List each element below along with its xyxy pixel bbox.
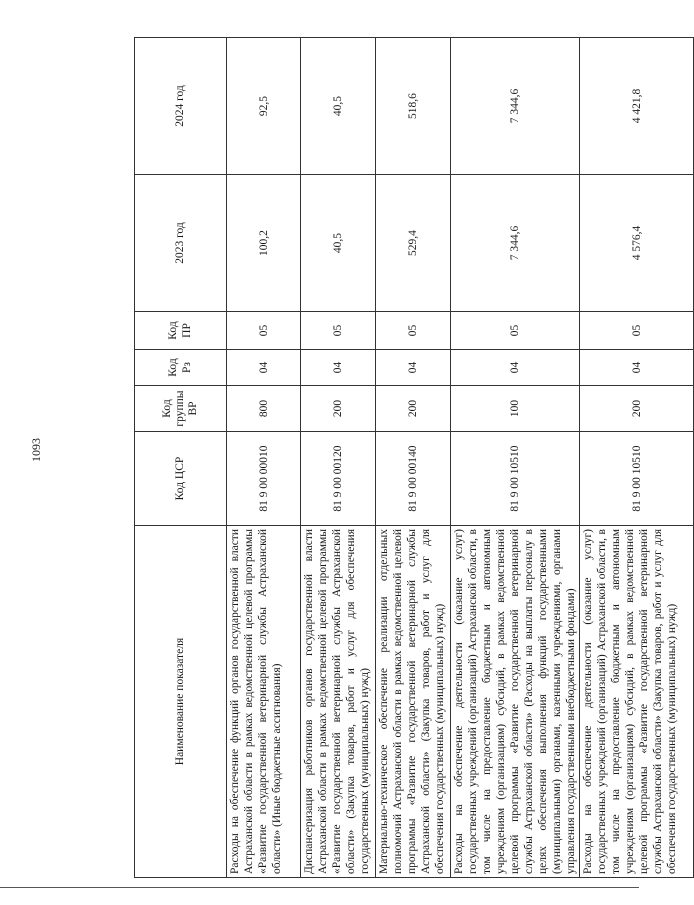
table-row <box>227 38 301 878</box>
row-name: Расходы на обеспечение деятельности (оказание услуг) государственных учреждений (организаций) Астраханской области, в том числе на предоставление бюджетным и автономным учреждениям (организациям) субсидий, в рамках ведомственной целевой программы «Развитие государственной ветеринарной службы Астраханской области» (Расходы на выплаты персоналу в целях обеспечения выполнения функций государственными (муниципальными) органами, казенными учреждениями, органами управления государственными внебюджетными фондами) <box>451 526 580 878</box>
table-header-row <box>135 38 227 878</box>
row-pr-code: 05 <box>451 312 580 350</box>
row-rz-code: 04 <box>376 350 451 386</box>
rotated-table-container <box>134 38 679 878</box>
row-vr-code: 200 <box>580 386 694 432</box>
row-vr-code: 200 <box>376 386 451 432</box>
row-csr-code: 81 9 00 00010 <box>227 432 301 526</box>
row-name: Диспансеризация работников органов государственной власти Астраханской области в рамках ведомственной целевой программы «Развитие государственной ветеринарной службы Астраханской области» (Закупка товаров, работ и услуг для обеспечения государственных (муниципальных) нужд) <box>301 526 376 878</box>
header-vr-code: Код группы ВР <box>135 386 227 432</box>
row-pr-code: 05 <box>580 312 694 350</box>
row-rz-code: 04 <box>580 350 694 386</box>
row-name: Материально-техническое обеспечение реализации отдельных полномочий Астраханской области в рамках ведомственной целевой программы «Развитие государственной ветеринарной службы Астраханской области» (Закупка товаров, работ и услуг для обеспечения государственных (муниципальных) нужд) <box>376 526 451 878</box>
header-csr-code: Код ЦСР <box>135 432 227 526</box>
page-bottom-rule <box>0 887 639 888</box>
row-value-2023: 4 576,4 <box>580 175 694 312</box>
row-value-2024: 518,6 <box>376 38 451 175</box>
row-rz-code: 04 <box>227 350 301 386</box>
row-value-2023: 7 344,6 <box>451 175 580 312</box>
row-value-2024: 4 421,8 <box>580 38 694 175</box>
header-rz-code: Код Рз <box>135 350 227 386</box>
row-vr-code: 100 <box>451 386 580 432</box>
row-value-2023: 529,4 <box>376 175 451 312</box>
header-year-2023: 2023 год <box>135 175 227 312</box>
row-vr-code: 200 <box>301 386 376 432</box>
row-value-2024: 92,5 <box>227 38 301 175</box>
row-value-2024: 7 344,6 <box>451 38 580 175</box>
table-row <box>580 38 694 878</box>
header-name: Наименование показателя <box>135 526 227 878</box>
row-csr-code: 81 9 00 10510 <box>451 432 580 526</box>
row-csr-code: 81 9 00 10510 <box>580 432 694 526</box>
row-rz-code: 04 <box>451 350 580 386</box>
header-pr-code: Код ПР <box>135 312 227 350</box>
page-number: 1093 <box>29 438 43 462</box>
row-value-2023: 100,2 <box>227 175 301 312</box>
table-row <box>301 38 376 878</box>
row-pr-code: 05 <box>301 312 376 350</box>
row-name: Расходы на обеспечение функций органов государственной власти Астраханской области в рамках ведомственной целевой программы «Развитие государственной ветеринарной службы Астраханской области» (Иные бюджетные ассигнования) <box>227 526 301 878</box>
row-name: Расходы на обеспечение деятельности (оказание услуг) государственных учреждений (организаций) Астраханской области, в том числе на предоставление бюджетным и автономным учреждениям (организациям) субсидий, в рамках ведомственной целевой программы «Развитие государственной ветеринарной службы Астраханской области» (Закупка товаров, работ и услуг для обеспечения государственных (муниципальных) нужд) <box>580 526 694 878</box>
row-vr-code: 800 <box>227 386 301 432</box>
row-pr-code: 05 <box>227 312 301 350</box>
row-pr-code: 05 <box>376 312 451 350</box>
row-value-2024: 40,5 <box>301 38 376 175</box>
table-row <box>376 38 451 878</box>
table-row <box>451 38 580 878</box>
row-csr-code: 81 9 00 00120 <box>301 432 376 526</box>
row-rz-code: 04 <box>301 350 376 386</box>
header-year-2024: 2024 год <box>135 38 227 175</box>
row-value-2023: 40,5 <box>301 175 376 312</box>
budget-table <box>134 37 694 878</box>
row-csr-code: 81 9 00 00140 <box>376 432 451 526</box>
